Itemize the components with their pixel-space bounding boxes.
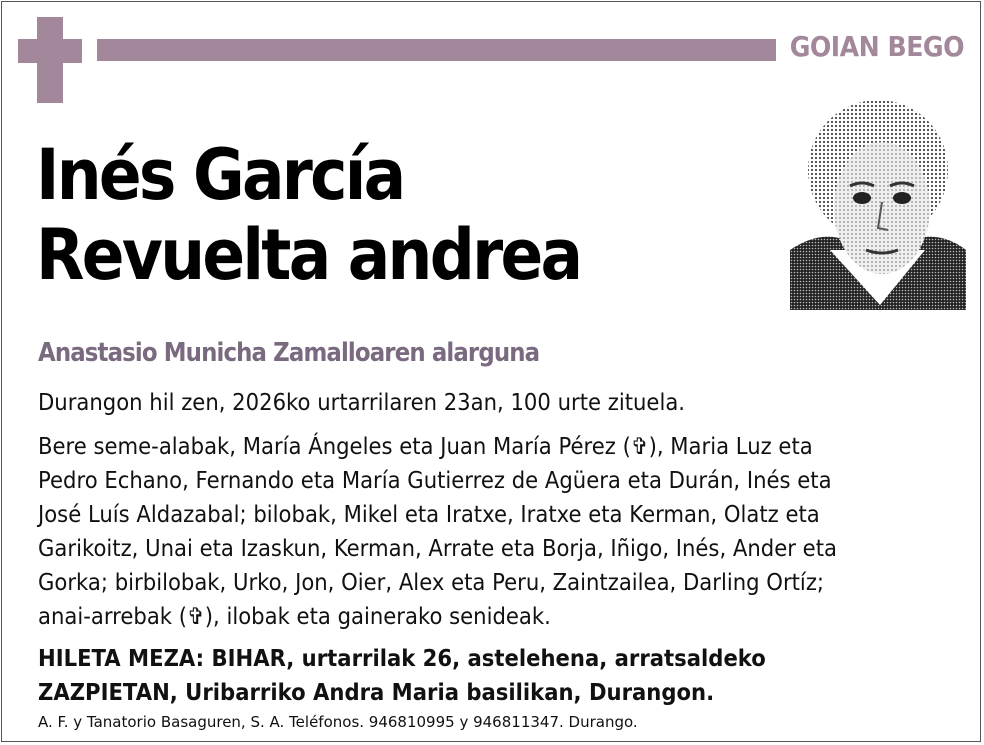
funeral-home-footer: A. F. y Tanatorio Basaguren, S. A. Teléfonos. 946810995 y 946811347. Durango.: [38, 713, 638, 731]
family-paragraph: [38, 430, 930, 634]
family-line: Pedro Echano, Fernando eta María Gutierrez de Agüera eta Durán, Inés eta: [38, 468, 832, 494]
section-label: GOIAN BEGO: [789, 30, 964, 63]
subtitle-widow-of: Anastasio Municha Zamalloaren alarguna: [38, 338, 540, 368]
family-line: Gorka; birbilobak, Urko, Jon, Oier, Alex eta Peru, Zaintzailea, Darling Ortíz;: [38, 570, 825, 596]
portrait-photo: [790, 100, 966, 310]
family-line: Garikoitz, Unai eta Izaskun, Kerman, Arrate eta Borja, Iñigo, Inés, Ander eta: [38, 536, 837, 562]
funeral-paragraph: [38, 642, 930, 710]
cross-icon-bar: [18, 39, 82, 63]
deceased-name-line1: Inés García: [36, 134, 404, 216]
deceased-name: [36, 135, 580, 295]
family-line: anai-arrebak (✞), ilobak eta gainerako senideak.: [38, 604, 551, 630]
family-line: Bere seme-alabak, María Ángeles eta Juan María Pérez (✞), Maria Luz eta: [38, 434, 813, 460]
header-rule: [97, 39, 776, 61]
funeral-line: HILETA MEZA: BIHAR, urtarrilak 26, astelehena, arratsaldeko: [38, 646, 766, 672]
death-line: Durangon hil zen, 2026ko urtarrilaren 23an, 100 urte zituela.: [38, 390, 686, 416]
funeral-line: ZAZPIETAN, Uribarriko Andra Maria basilikan, Durangon.: [38, 680, 715, 706]
deceased-name-line2: Revuelta andrea: [36, 214, 581, 296]
family-line: José Luís Aldazabal; bilobak, Mikel eta Iratxe, Iratxe eta Kerman, Olatz eta: [38, 502, 820, 528]
